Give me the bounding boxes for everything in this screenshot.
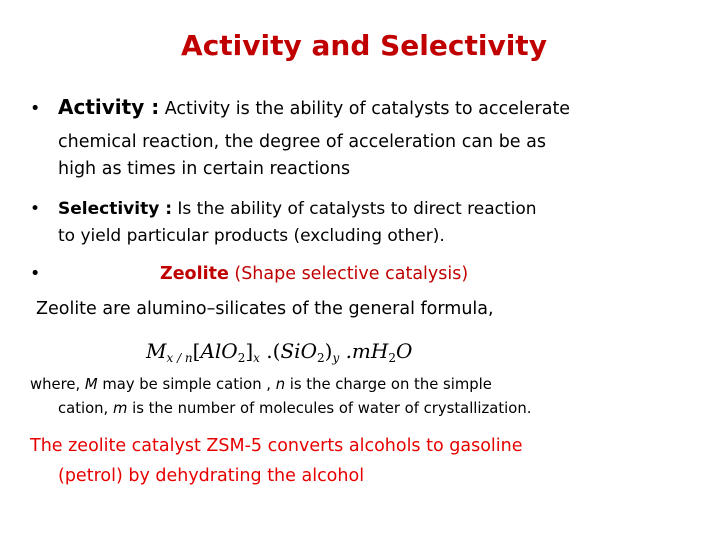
bullet-icon: • bbox=[30, 199, 41, 219]
activity-text-line-3: high as times in certain reactions bbox=[58, 159, 351, 179]
zeolite-formula: $M_{x / n}[AlO_2]_x$ $.(SiO_2)_y$ $.mH_2O$ bbox=[146, 339, 413, 365]
where-line-2: cation, m is the number of molecules of water of crystallization. bbox=[58, 400, 532, 417]
activity-text: Activity is the ability of catalysts to accelerate bbox=[159, 99, 571, 119]
where-line-1: where, M may be simple cation , n is the charge on the simple bbox=[30, 376, 492, 393]
zeolite-definition: Zeolite are alumino–silicates of the general formula, bbox=[36, 299, 494, 319]
selectivity-bullet-line bbox=[30, 196, 537, 222]
selectivity-text-line-2: to yield particular products (excluding other). bbox=[58, 226, 445, 246]
bullet-icon: • bbox=[30, 264, 41, 284]
slide-title: Activity and Selectivity bbox=[181, 29, 547, 62]
zeolite-paren: (Shape selective catalysis) bbox=[228, 264, 469, 284]
zsm5-line-2: (petrol) by dehydrating the alcohol bbox=[58, 466, 365, 486]
activity-bullet-line bbox=[30, 94, 570, 122]
selectivity-label: Selectivity : bbox=[58, 199, 172, 219]
bullet-icon: • bbox=[30, 99, 41, 119]
zeolite-bullet-line bbox=[30, 260, 468, 288]
activity-text-line-2: chemical reaction, the degree of acceleration can be as bbox=[58, 132, 546, 152]
activity-label: Activity : bbox=[58, 95, 160, 119]
zeolite-label: Zeolite bbox=[160, 264, 229, 284]
selectivity-text: Is the ability of catalysts to direct reaction bbox=[172, 199, 537, 219]
zsm5-line-1: The zeolite catalyst ZSM-5 converts alcohols to gasoline bbox=[30, 436, 523, 456]
